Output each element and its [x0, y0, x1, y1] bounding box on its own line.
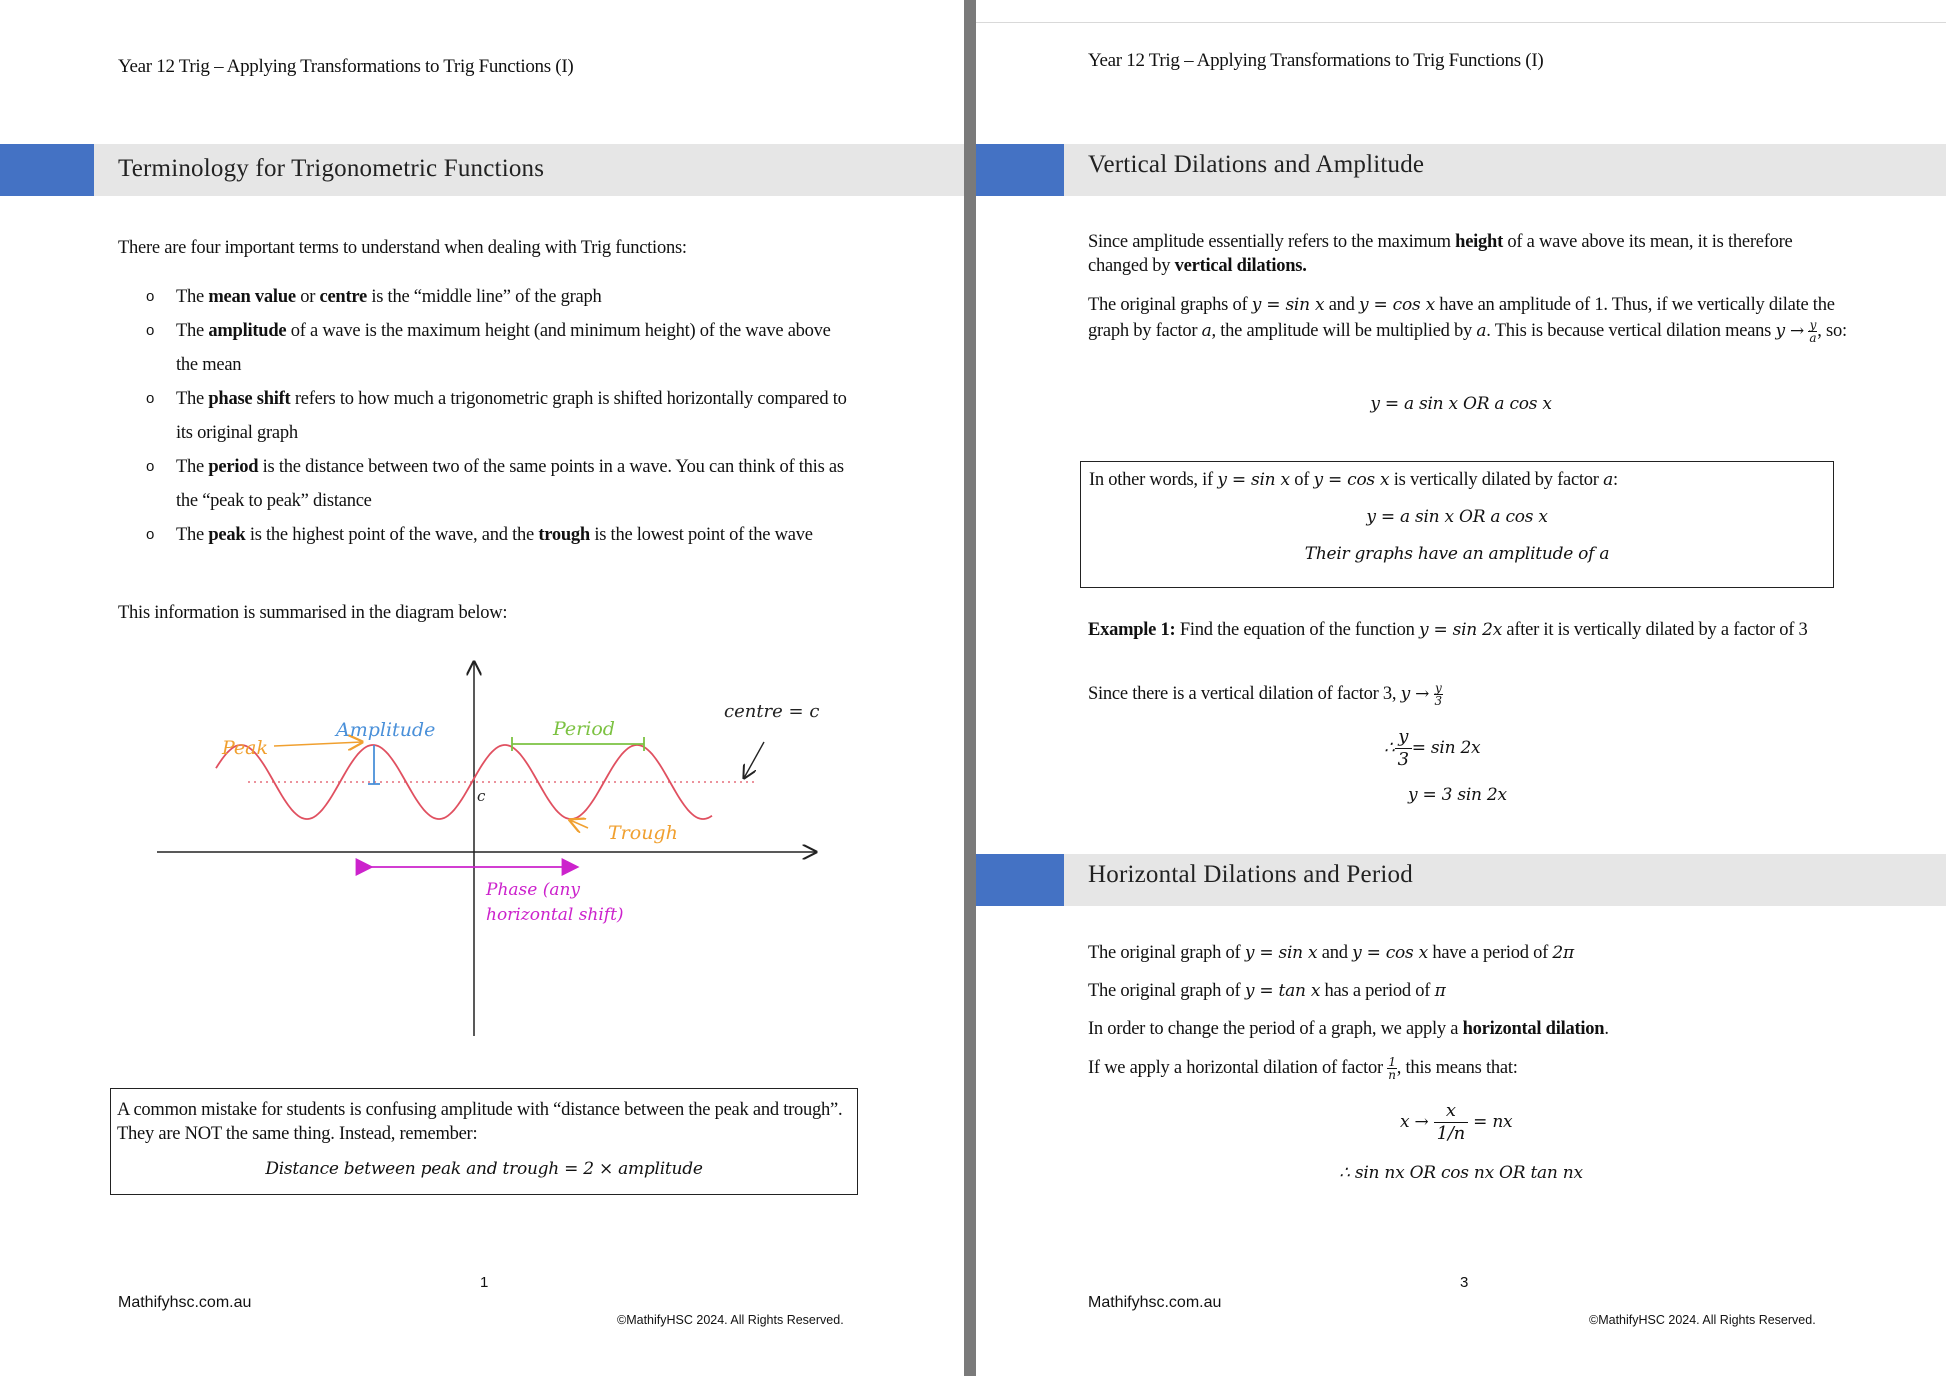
footer-copyright: ©MathifyHSC 2024. All Rights Reserved.	[1589, 1313, 1816, 1327]
example-step-1: ∴ $\frac{y}{3}$ = sin 2x	[1384, 726, 1481, 770]
in-other-words-box	[1080, 461, 1834, 588]
amplitude-label: Amplitude	[336, 719, 436, 741]
section-heading-band	[0, 144, 964, 196]
section-title-vertical: Vertical Dilations and Amplitude	[1088, 151, 1425, 178]
period-tan-line: The original graph of y = tan x has a period of π	[1088, 981, 1446, 1001]
document-page-1	[0, 0, 964, 1376]
page-top-rule	[976, 22, 1946, 23]
document-page-3	[976, 0, 1946, 1376]
phase-label-1: Phase (any	[486, 880, 581, 900]
horizontal-equation: x → $\frac{x}{1/n}$ = nx	[1400, 1100, 1513, 1144]
section-accent	[976, 144, 1064, 196]
phase-label-2: horizontal shift)	[486, 905, 624, 925]
box-equation: y = a sin x OR a cos x	[1366, 507, 1548, 527]
mistake-text: A common mistake for students is confusing amplitude with “distance between the peak and trough”. They are NOT the same thing. Instead, remember:	[117, 1100, 843, 1144]
centre-arrow	[744, 742, 764, 778]
footer-site: Mathifyhsc.com.au	[118, 1294, 252, 1311]
page-number: 1	[480, 1274, 489, 1291]
section-title: Terminology for Trigonometric Functions	[118, 155, 545, 182]
trough-label: Trough	[608, 822, 678, 844]
box-amplitude-note: Their graphs have an amplitude of a	[1304, 544, 1610, 564]
equation-amplitude: y = a sin x OR a cos x	[1370, 394, 1552, 414]
intro-text: There are four important terms to understand when dealing with Trig functions:	[118, 238, 687, 258]
example-since-line: Since there is a vertical dilation of factor 3, y → $\frac{y}{3}$	[1088, 681, 1442, 709]
page-header: Year 12 Trig – Applying Transformations to Trig Functions (I)	[118, 56, 574, 77]
term-amplitude: o The amplitude of a wave is the maximum height (and minimum height) of the wave above the mean	[146, 314, 851, 382]
footer-copyright: ©MathifyHSC 2024. All Rights Reserved.	[617, 1313, 844, 1327]
summary-text: This information is summarised in the diagram below:	[118, 603, 508, 623]
term-period: o The period is the distance between two of the same points in a wave. You can think of this as the “peak to peak” distance	[146, 450, 851, 518]
terms-list	[146, 280, 851, 552]
page-number: 3	[1460, 1274, 1469, 1291]
c-label: c	[477, 787, 486, 805]
common-mistake-box	[110, 1088, 858, 1195]
vertical-dilation-paragraph: The original graphs of y = sin x and y = cos x have an amplitude of 1. Thus, if we vertically dilate the graph by factor a, the amplitude will be multiplied by a. This is because vertical dilation means y → $\frac{y}{a}$ , so:	[1088, 295, 1847, 346]
box-statement: In other words, if y = sin x of y = cos x is vertically dilated by factor a:	[1089, 470, 1618, 490]
page-header: Year 12 Trig – Applying Transformations to Trig Functions (I)	[1088, 50, 1544, 71]
trig-diagram	[140, 650, 840, 1050]
horizontal-result: ∴ sin nx OR cos nx OR tan nx	[1339, 1163, 1583, 1183]
peak-arrow	[274, 742, 362, 746]
period-sin-cos-line: The original graph of y = sin x and y = cos x have a period of 2π	[1088, 943, 1574, 963]
term-mean-value: o The mean value or centre is the “middle line” of the graph	[146, 280, 851, 314]
horizontal-dilation-line: In order to change the period of a graph, we apply a horizontal dilation.	[1088, 1019, 1609, 1039]
example-1: Example 1: Find the equation of the function y = sin 2x after it is vertically dilated by a factor of 3	[1088, 620, 1808, 640]
page-divider	[964, 0, 976, 1376]
period-label: Period	[553, 718, 615, 740]
horizontal-factor-line: If we apply a horizontal dilation of factor $\frac{1}{n}$ , this means that:	[1088, 1055, 1518, 1083]
peak-label: Peak	[222, 737, 269, 759]
mistake-formula: Distance between peak and trough = 2 × amplitude	[265, 1159, 703, 1179]
term-phase-shift: o The phase shift refers to how much a trigonometric graph is shifted horizontally compared to its original graph	[146, 382, 851, 450]
section-accent	[976, 854, 1064, 906]
section-accent	[0, 144, 94, 196]
trough-arrow	[570, 820, 588, 828]
footer-site: Mathifyhsc.com.au	[1088, 1294, 1222, 1311]
section-heading-band	[976, 854, 1946, 906]
term-peak-trough: o The peak is the highest point of the wave, and the trough is the lowest point of the wave	[146, 518, 851, 552]
section-title-horizontal: Horizontal Dilations and Period	[1088, 861, 1413, 888]
section-heading-band	[976, 144, 1946, 196]
example-step-2: y = 3 sin 2x	[1408, 785, 1507, 805]
centre-label: centre = c	[724, 701, 820, 722]
amplitude-paragraph: Since amplitude essentially refers to the maximum height of a wave above its mean, it is therefore changed by vertical dilations.	[1088, 232, 1793, 276]
